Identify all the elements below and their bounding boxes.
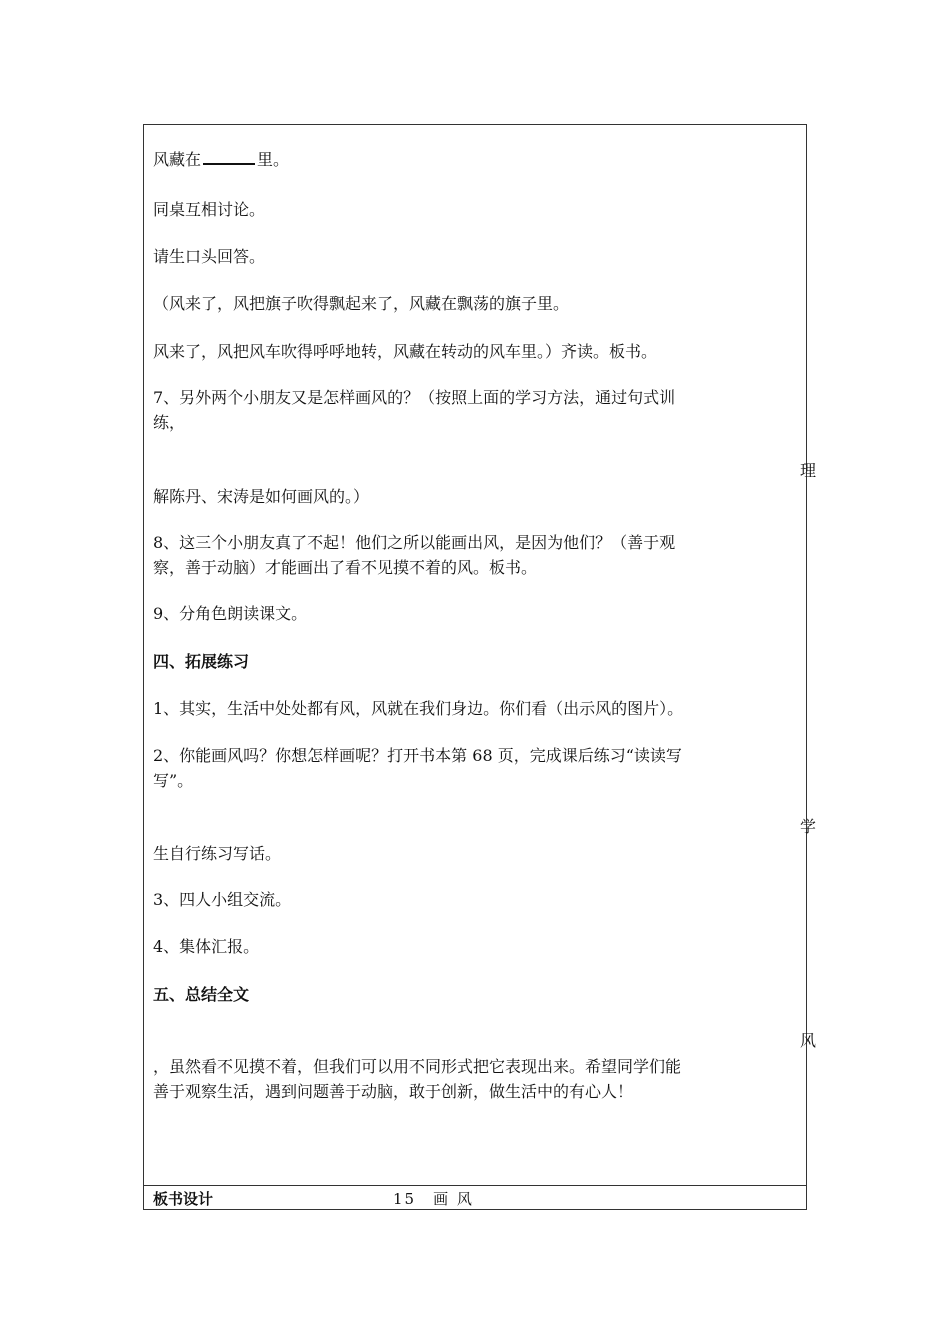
text-line: （风来了，风把旗子吹得飘起来了，风藏在飘荡的旗子里。	[153, 294, 570, 313]
text-line: 风来了，风把风车吹得呼呼地转，风藏在转动的风车里。）齐读。板书。	[153, 342, 658, 361]
lesson-title: 15 画 风	[393, 1190, 474, 1208]
blank-line	[203, 149, 255, 165]
sentence-start: 风藏在	[153, 150, 202, 169]
text-line: 同桌互相讨论。	[153, 200, 266, 219]
step-8-line-2: 察，善于动脑）才能画出了看不见摸不着的风。板书。	[153, 558, 538, 577]
step-7-line-2: 练，	[153, 413, 186, 432]
margin-char-3: 风	[800, 1031, 817, 1050]
section-heading-5: 五、总结全文	[153, 985, 250, 1004]
extension-item-2-line-2: 写”。	[153, 771, 194, 790]
summary-line-2: 善于观察生活，遇到问题善于动脑，敢于创新，做生活中的有心人！	[153, 1082, 634, 1101]
extension-item-2-line-1: 2、你能画风吗？你想怎样画呢？打开书本第 68 页，完成课后练习“读读写	[153, 746, 682, 765]
footer-row	[144, 1185, 806, 1211]
board-design-label: 板书设计	[153, 1190, 214, 1208]
summary-line-1: ，虽然看不见摸不着，但我们可以用不同形式把它表现出来。希望同学们能	[153, 1057, 682, 1076]
step-9-line: 9、分角色朗读课文。	[153, 604, 308, 623]
extension-item-4: 4、集体汇报。	[153, 937, 260, 956]
extension-item-3: 3、四人小组交流。	[153, 890, 292, 909]
step-8-line-1: 8、这三个小朋友真了不起！他们之所以能画出风，是因为他们？（善于观	[153, 533, 676, 552]
fill-blank-sentence	[153, 148, 803, 172]
margin-char-1: 理	[800, 461, 817, 480]
step-7-line-1: 7、另外两个小朋友又是怎样画风的？（按照上面的学习方法，通过句式训	[153, 388, 676, 407]
step-7-line-3: 解陈丹、宋涛是如何画风的。）	[153, 487, 370, 506]
margin-char-2: 学	[800, 817, 817, 836]
text-line: 请生口头回答。	[153, 247, 266, 266]
extension-item-1: 1、其实，生活中处处都有风，风就在我们身边。你们看（出示风的图片）。	[153, 699, 684, 718]
sentence-end: 里。	[257, 150, 290, 169]
section-heading-4: 四、拓展练习	[153, 652, 250, 671]
extension-note: 生自行练习写话。	[153, 844, 282, 863]
